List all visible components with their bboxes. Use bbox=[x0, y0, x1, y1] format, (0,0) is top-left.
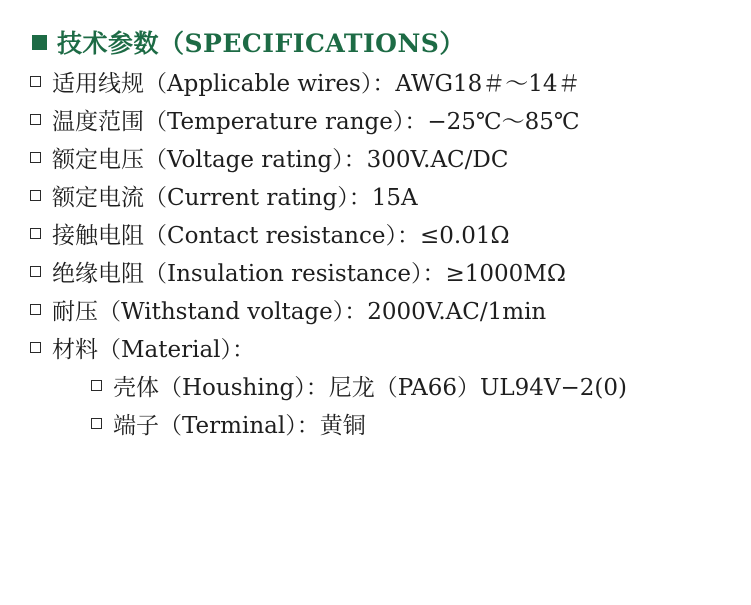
spec-item-voltage-rating bbox=[30, 138, 720, 176]
material-subitem-text: 壳体（Houshing）：尼龙（PA66）UL94V−2(0) bbox=[113, 374, 627, 401]
spec-item-material bbox=[30, 328, 720, 366]
spec-item-text: 额定电压（Voltage rating）：300V.AC/DC bbox=[52, 146, 509, 173]
spec-item-text: 绝缘电阻（Insulation resistance）：≥1000MΩ bbox=[52, 260, 566, 287]
hollow-square-icon bbox=[91, 380, 102, 391]
spec-item-text: 额定电流（Current rating）：15A bbox=[52, 184, 418, 211]
spec-item-text: 耐压（Withstand voltage）：2000V.AC/1min bbox=[52, 298, 547, 325]
filled-square-icon bbox=[32, 35, 47, 50]
spec-item-withstand-voltage bbox=[30, 290, 720, 328]
hollow-square-icon bbox=[30, 190, 41, 201]
hollow-square-icon bbox=[30, 114, 41, 125]
hollow-square-icon bbox=[30, 266, 41, 277]
hollow-square-icon bbox=[30, 76, 41, 87]
spec-item-temperature-range bbox=[30, 100, 720, 138]
hollow-square-icon bbox=[30, 228, 41, 239]
hollow-square-icon bbox=[30, 342, 41, 353]
hollow-square-icon bbox=[91, 418, 102, 429]
section-title bbox=[32, 24, 465, 60]
spec-item-contact-resistance bbox=[30, 214, 720, 252]
material-subitem-text: 端子（Terminal）：黄铜 bbox=[113, 412, 366, 439]
spec-item-text: 适用线规（Applicable wires）：AWG18＃～14＃ bbox=[52, 70, 581, 97]
spec-item-text: 接触电阻（Contact resistance）：≤0.01Ω bbox=[52, 222, 510, 249]
spec-item-insulation-resistance bbox=[30, 252, 720, 290]
spec-item-applicable-wires bbox=[30, 62, 720, 100]
section-title-text: 技术参数（SPECIFICATIONS） bbox=[57, 29, 465, 58]
hollow-square-icon bbox=[30, 152, 41, 163]
spec-item-text: 温度范围（Temperature range）：−25℃～85℃ bbox=[52, 108, 580, 135]
hollow-square-icon bbox=[30, 304, 41, 315]
spec-item-text: 材料（Material）： bbox=[52, 336, 256, 363]
material-subitem-housing bbox=[30, 366, 720, 404]
material-subitem-terminal bbox=[30, 404, 720, 442]
spec-item-current-rating bbox=[30, 176, 720, 214]
spec-list bbox=[30, 62, 720, 442]
